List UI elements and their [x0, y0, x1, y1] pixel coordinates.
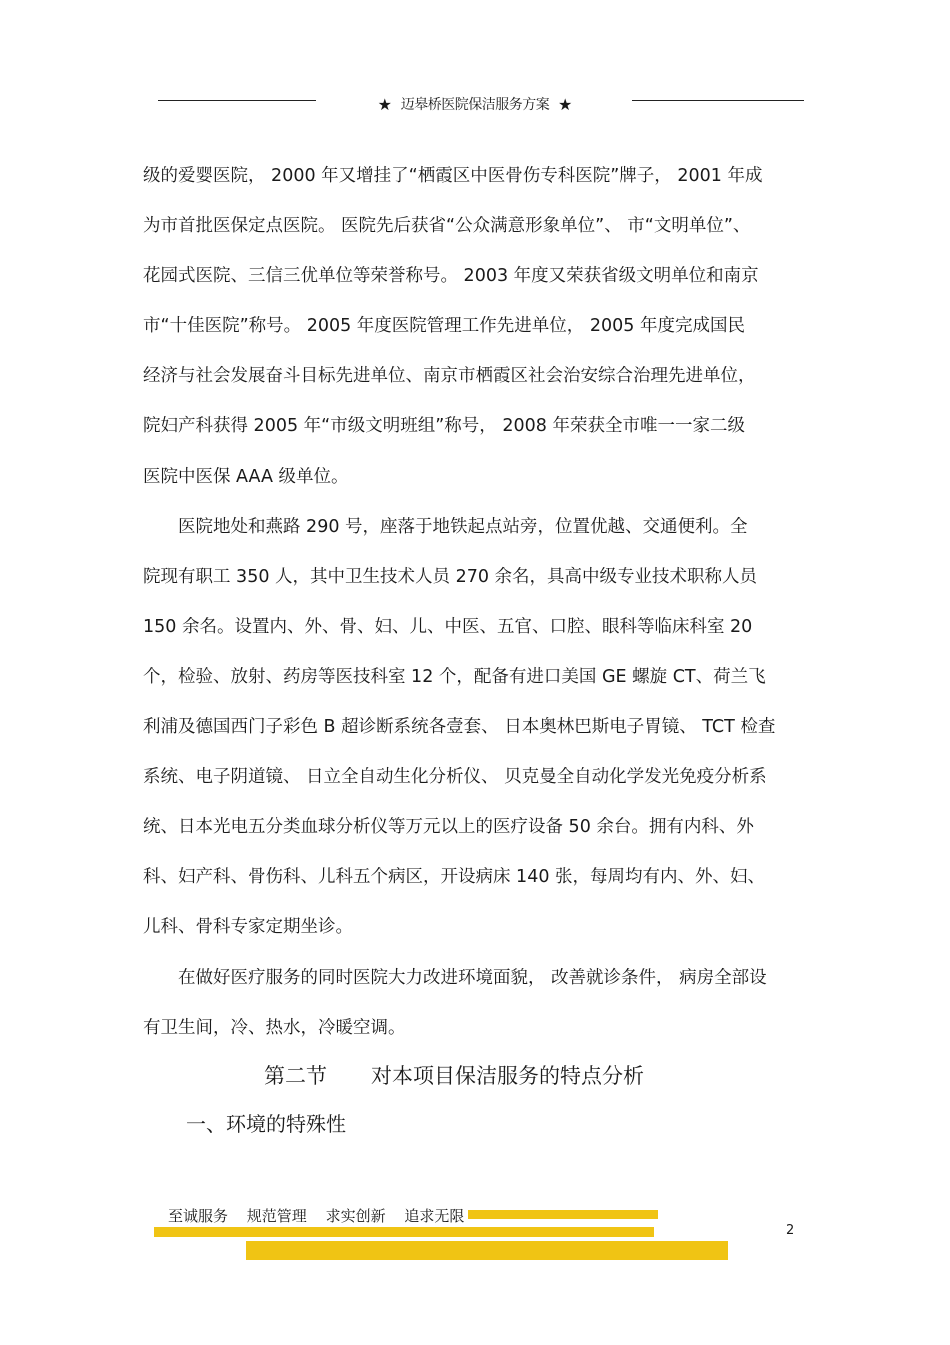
page-number: 2 [786, 1223, 795, 1238]
running-header [370, 92, 580, 116]
text-line: 为市首批医保定点医院。 医院先后获省“公众满意形象单位”、 市“文明单位”、 [143, 216, 751, 237]
motto-item: 规范管理 [246, 1207, 307, 1225]
section-number: 第二节 [264, 1064, 327, 1088]
text-line: 统、日本光电五分类血球分析仪等万元以上的医疗设备 50 余台。拥有内科、外 [143, 817, 754, 838]
footer-accent-bar [468, 1210, 658, 1219]
star-left-icon: ★ [377, 94, 392, 114]
section-title: 对本项目保洁服务的特点分析 [371, 1064, 644, 1088]
text-line: 有卫生间，冷、热水，冷暖空调。 [143, 1017, 406, 1038]
text-line: 经济与社会发展奋斗目标先进单位、南京市栖霞区社会治安综合治理先进单位， [143, 366, 756, 387]
text-line: 医院地处和燕路 290 号，座落于地铁起点站旁，位置优越、交通便利。全 [143, 516, 748, 537]
text-line: 花园式医院、三信三优单位等荣誉称号。 2003 年度又荣获省级文明单位和南京 [143, 266, 759, 287]
motto-item: 追求无限 [404, 1207, 465, 1225]
motto-item: 求实创新 [325, 1207, 386, 1225]
star-right-icon: ★ [558, 94, 573, 114]
text-line: 医院中医保 AAA 级单位。 [143, 466, 349, 487]
text-line: 科、妇产科、骨伤科、儿科五个病区，开设病床 140 张，每周均有内、外、妇、 [143, 867, 766, 888]
text-line: 系统、电子阴道镜、 日立全自动生化分析仪、 贝克曼全自动化学发光免疫分析系 [143, 767, 767, 788]
text-line: 个，检验、放射、药房等医技科室 12 个，配备有进口美国 GE 螺旋 CT、荷兰飞 [143, 666, 766, 687]
text-line: 级的爱婴医院， 2000 年又增挂了“栖霞区中医骨伤专科医院”牌子， 2001 年成 [143, 166, 763, 186]
body-text [143, 151, 807, 1053]
section-heading [264, 1056, 644, 1096]
header-title: 迈皋桥医院保洁服务方案 [400, 96, 550, 113]
motto-item: 至诚服务 [168, 1207, 229, 1225]
header-rule-right [632, 100, 804, 101]
text-line: 院妇产科获得 2005 年“市级文明班组”称号， 2008 年荣获全市唯一一家二级 [143, 416, 745, 437]
text-line: 利浦及德国西门子彩色 B 超诊断系统各壹套、 日本奥林巴斯电子胃镜、 TCT 检查 [143, 717, 776, 738]
header-rule-left [158, 100, 316, 101]
text-line: 市“十佳医院”称号。 2005 年度医院管理工作先进单位， 2005 年度完成国民 [143, 316, 745, 337]
text-line: 儿科、骨科专家定期坐诊。 [143, 917, 353, 938]
subsection-heading: 一、环境的特殊性 [186, 1112, 346, 1136]
footer-motto [168, 1204, 478, 1228]
text-line: 院现有职工 350 人，其中卫生技术人员 270 余名，具高中级专业技术职称人员 [143, 566, 758, 587]
footer-accent-bar [154, 1227, 654, 1237]
text-line: 在做好医疗服务的同时医院大力改进环境面貌， 改善就诊条件， 病房全部设 [143, 967, 767, 988]
footer-accent-bar [246, 1241, 728, 1260]
text-line: 150 余名。设置内、外、骨、妇、儿、中医、五官、口腔、眼科等临床科室 20 [143, 616, 753, 637]
